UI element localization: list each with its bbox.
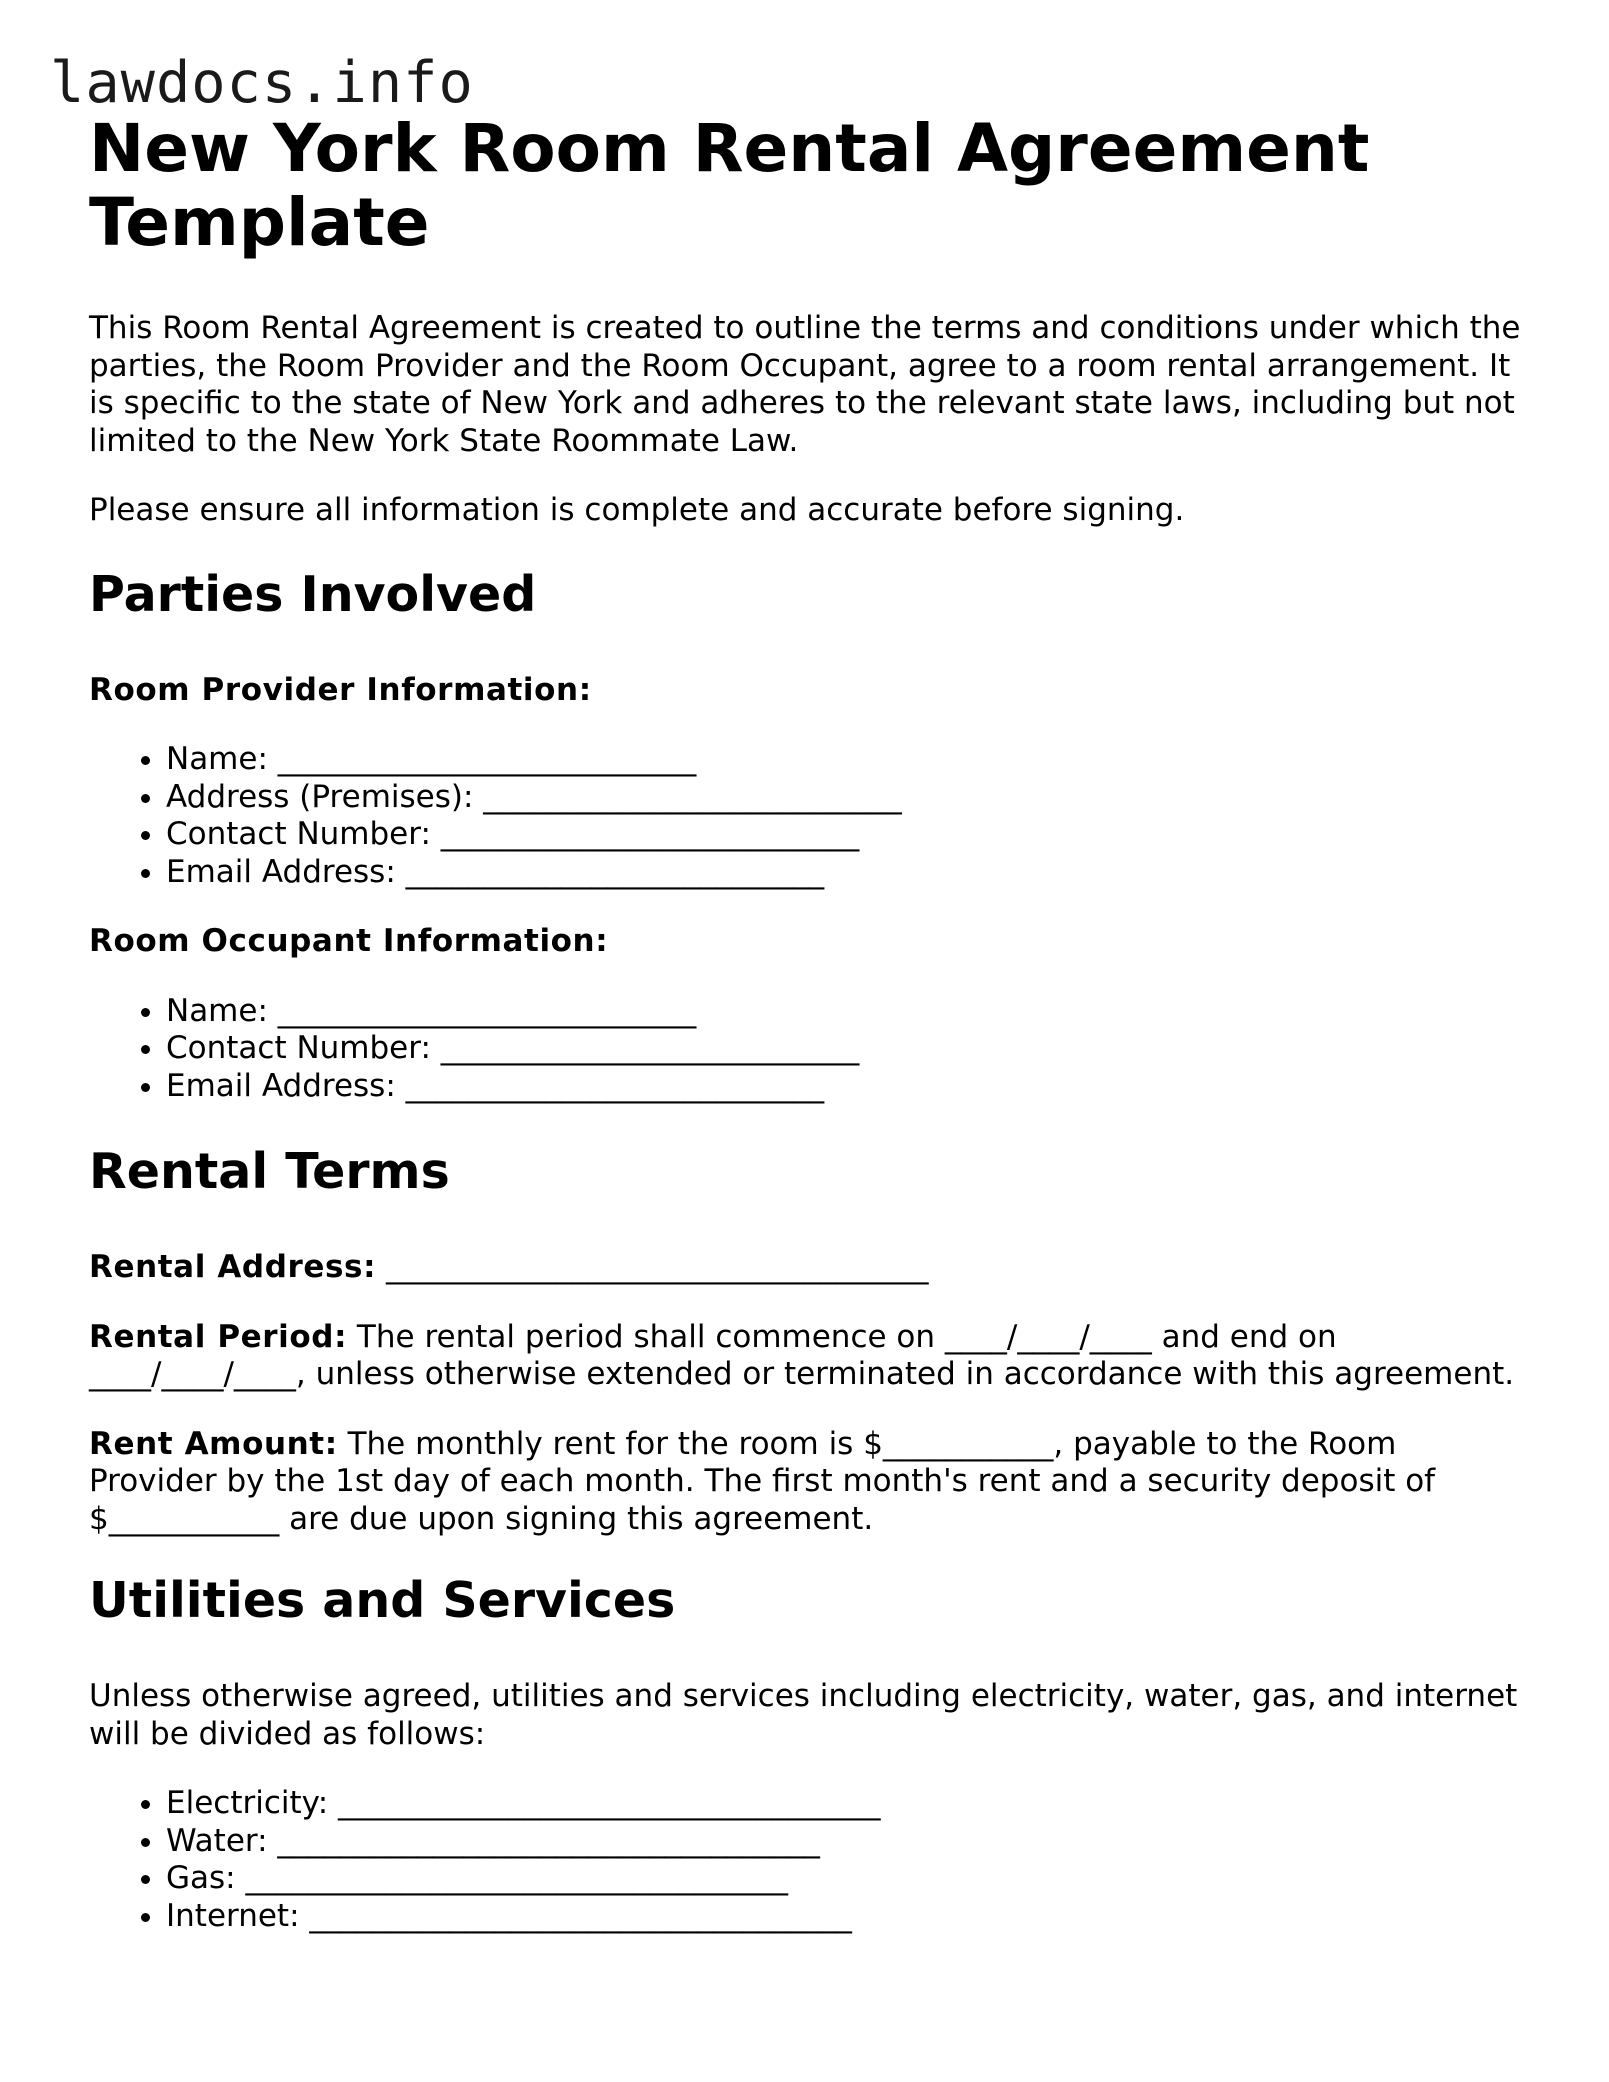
rental-terms-heading: Rental Terms: [89, 1143, 450, 1200]
utility-electricity-field: • Electricity: ___________________________________: [166, 1785, 1529, 1823]
utility-gas-field: • Gas: ___________________________________: [166, 1860, 1529, 1898]
utility-internet-field: • Internet: ___________________________________: [166, 1898, 1529, 1936]
parties-heading: Parties Involved: [89, 565, 537, 623]
utility-water-field: • Water: ___________________________________: [166, 1823, 1529, 1861]
utilities-list: [89, 1785, 1529, 1935]
occupant-email-field: • Email Address: ___________________________: [166, 1068, 1529, 1106]
rental-address-label: Rental Address:: [89, 1249, 377, 1285]
occupant-contact-field: • Contact Number: ___________________________: [166, 1030, 1529, 1068]
site-watermark: lawdocs.info: [50, 50, 474, 116]
rental-period-text: The rental period shall commence on ____/____/____ and end on ____/____/____, unless otherwise extended or terminated in accordance with this agreement.: [89, 1318, 1515, 1392]
rental-period-label: Rental Period:: [89, 1318, 348, 1355]
rental-period-paragraph: [89, 1319, 1529, 1394]
provider-info-heading: Room Provider Information:: [89, 671, 592, 708]
rental-address-blank: ___________________________________: [376, 1249, 929, 1285]
document-body: [89, 112, 1529, 1935]
provider-address-field: • Address (Premises): ___________________________: [166, 779, 1529, 817]
provider-name-field: • Name: ___________________________: [166, 741, 1529, 779]
provider-email-field: • Email Address: ___________________________: [166, 854, 1529, 892]
utilities-heading: Utilities and Services: [89, 1572, 676, 1629]
occupant-info-list: [89, 993, 1529, 1106]
utilities-paragraph: Unless otherwise agreed, utilities and services including electricity, water, gas, and internet will be divided as follows:: [89, 1678, 1518, 1752]
page-title: New York Room Rental Agreement Template: [89, 110, 1370, 261]
ensure-paragraph: Please ensure all information is complete and accurate before signing.: [89, 492, 1185, 528]
occupant-name-field: • Name: ___________________________: [166, 993, 1529, 1031]
rent-amount-paragraph: [89, 1426, 1529, 1539]
provider-info-list: [89, 741, 1529, 891]
occupant-info-heading: Room Occupant Information:: [89, 923, 609, 959]
rent-amount-label: Rent Amount:: [89, 1425, 338, 1462]
provider-contact-field: • Contact Number: ___________________________: [166, 816, 1529, 854]
rental-address-paragraph: [89, 1249, 1529, 1287]
rent-amount-text: The monthly rent for the room is $___________, payable to the Room Provider by the 1st day of each month. The first month's rent and a security deposit of $___________ are due upon signing this agreement.: [89, 1425, 1436, 1537]
intro-paragraph: This Room Rental Agreement is created to outline the terms and conditions under which the parties, the Room Provider and the Room Occupant, agree to a room rental arrangement. It is specific to the state of New York and adheres to the relevant state laws, including but not limited to the New York State Roommate Law.: [89, 310, 1521, 459]
